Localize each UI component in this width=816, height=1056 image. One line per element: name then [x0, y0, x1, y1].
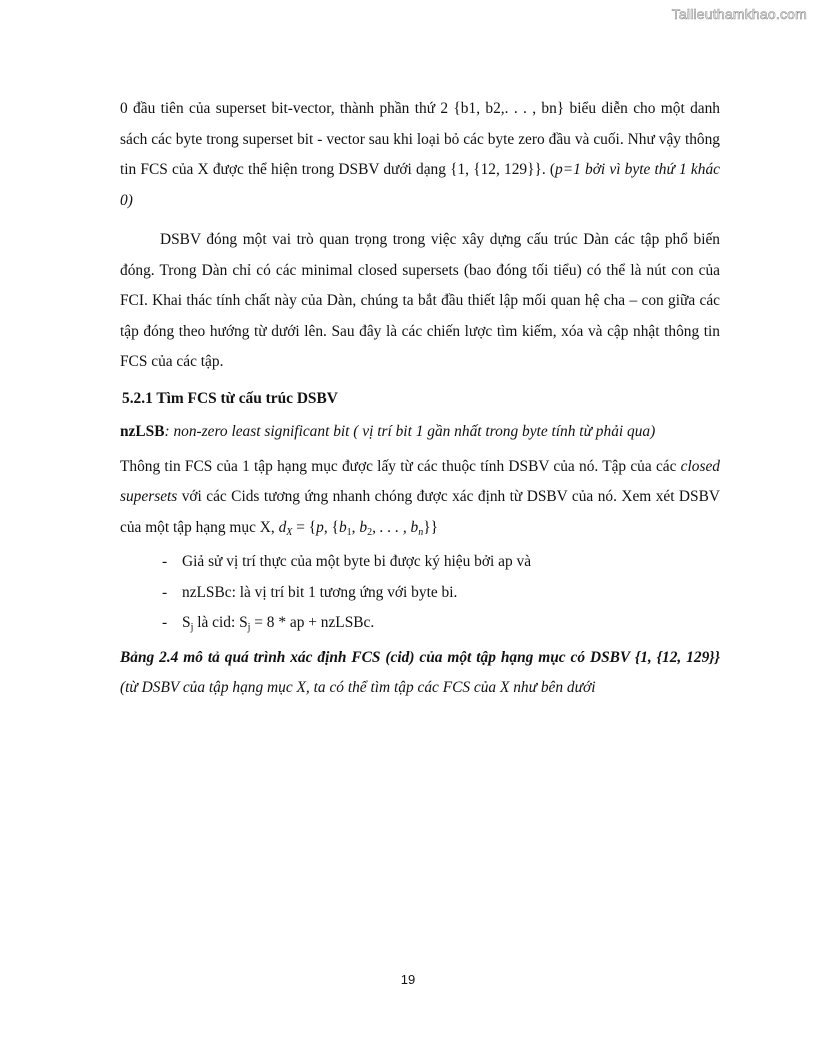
formula-d-sub: X: [286, 526, 293, 538]
page-number: 19: [400, 972, 416, 987]
bullet-list: [120, 547, 720, 639]
formula-d: d: [278, 518, 287, 536]
list-item: [162, 547, 720, 578]
list-item: [162, 608, 720, 639]
formula-b2-sub: 2: [367, 526, 373, 538]
paragraph-3: [120, 452, 720, 544]
dash-bullet: -: [162, 583, 168, 601]
table-caption-note: (từ DSBV của tập hạng mục X, ta có thể tìm tập các FCS của X như bên dưới: [120, 679, 596, 696]
definition-paragraph: [120, 417, 720, 448]
paragraph-1-text: 0 đầu tiên của superset bit-vector, thành phần thứ 2 {b1, b2,. . . , bn} biểu diễn cho một danh sách các byte trong superset bit - vector sau khi loại bỏ các byte zero đầu và cuối. Như vậy thông tin FCS của X được thể hiện trong DSBV dưới dạng {1, {12, 129}}. (: [120, 100, 720, 178]
formula-sep2: , . . . ,: [372, 518, 411, 536]
formula-end: }}: [423, 518, 439, 536]
paragraph-1: [120, 94, 720, 216]
list-item-text: $S_j$ là cid: $S_j = 8$ * ap + nzLSBc.: [182, 614, 375, 633]
dash-bullet: -: [162, 553, 168, 570]
definition-text: : non-zero least significant bit ( vị trí bit 1 gần nhất trong byte tính từ phải qua): [164, 423, 656, 440]
paragraph-3-italic-term: closed supersets: [120, 457, 720, 505]
watermark: Tailieuthamkhao.com: [671, 6, 807, 22]
formula-mid: , {: [323, 518, 339, 536]
section-heading: 5.2.1 Tìm FCS từ cấu trúc DSBV: [122, 389, 338, 407]
document-body: [120, 94, 720, 704]
definition-term: nzLSB: [120, 423, 165, 440]
dsbv-formula: [279, 519, 438, 536]
formula-sep1: ,: [351, 518, 360, 536]
list-item-text: nzLSBc: là vị trí bit 1 tương ứng với byte bi.: [182, 583, 458, 601]
paragraph-2: DSBV đóng một vai trò quan trọng trong việc xây dựng cấu trúc Dàn các tập phổ biến đóng. Trong Dàn chỉ có các minimal closed supersets (bao đóng tối tiểu) có thể là nút con của FCI. Khai thác tính chất này của Dàn, chúng ta bắt đầu thiết lập mối quan hệ cha – con giữa các tập đóng theo hướng từ dưới lên. Sau đây là các chiến lược tìm kiếm, xóa và cập nhật thông tin FCS của các tập.: [120, 231, 720, 370]
formula-b1: b: [338, 518, 347, 536]
formula-bn: b: [410, 518, 419, 536]
formula-b1-sub: 1: [346, 526, 352, 538]
paragraph-3-text-2: với các Cids tương ứng nhanh chóng được xác định từ DSBV của nó. Xem xét DSBV của một tập hạng mục X,: [120, 488, 720, 536]
table-caption: [120, 643, 720, 704]
list-item: [162, 578, 720, 609]
list-item-text: Giả sử vị trí thực của một byte bi được ký hiệu bởi ap và: [182, 553, 532, 570]
table-caption-title: Bảng 2.4 mô tả quá trình xác định FCS (cid) của một tập hạng mục có DSBV {1, {12, 129}}: [120, 648, 720, 666]
formula-b2: b: [359, 518, 368, 536]
formula-p: p: [316, 518, 324, 536]
paragraph-1-italic-note: p=1 bởi vì byte thứ 1 khác 0): [120, 161, 720, 209]
formula-bn-sub: n: [418, 526, 424, 538]
paragraph-3-text-1: Thông tin FCS của 1 tập hạng mục được lấy từ các thuộc tính DSBV của nó. Tập của các: [120, 457, 681, 475]
formula-eq: = {: [292, 518, 317, 536]
dash-bullet: -: [162, 614, 168, 631]
